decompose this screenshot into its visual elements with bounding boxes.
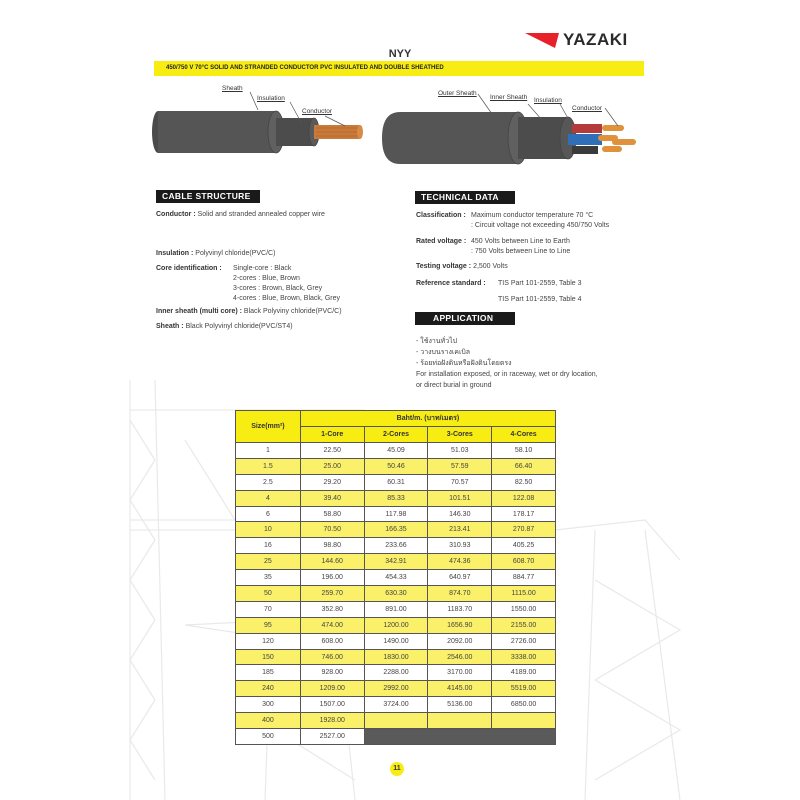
table-row: 120 608.00 1490.00 2092.00 2726.00 — [236, 633, 556, 649]
label-outer-sheath: Outer Sheath — [438, 90, 477, 97]
table-row: 185 928.00 2288.00 3170.00 4189.00 — [236, 665, 556, 681]
price-table — [235, 410, 556, 745]
product-banner: 450/750 V 70°C SOLID AND STRANDED CONDUCTOR PVC INSULATED AND DOUBLE SHEATHED — [154, 61, 644, 76]
column-header-4-cores: 4-Cores — [492, 427, 556, 443]
reference-standard-label: Reference standard : — [416, 280, 486, 287]
label-conductor: Conductor — [302, 108, 332, 115]
rated-voltage-values: 450 Volts between Line to Earth : 750 Volts between Line to Line — [471, 238, 571, 255]
rated-voltage-label: Rated voltage : — [416, 238, 467, 245]
table-row: 35 196.00 454.33 640.97 884.77 — [236, 570, 556, 586]
insulation-spec: Insulation : Polyvinyl chloride(PVC/C) — [156, 250, 276, 257]
brand-name: YAZAKI — [563, 30, 628, 49]
single-core-cable-diagram — [150, 80, 380, 170]
size-header: Size(mm²) — [236, 411, 301, 443]
yazaki-logo-mark-icon — [525, 32, 559, 48]
core-identification-values: Single-core : Black 2-cores : Blue, Brown 3-cores : Brown, Black, Grey 4-cores : Blue, Brown, Black, Grey — [233, 265, 340, 302]
column-header-1-core: 1-Core — [300, 427, 364, 443]
empty-cell — [492, 713, 556, 729]
label-insulation: Insulation — [534, 97, 562, 104]
testing-voltage-spec: Testing voltage : 2,500 Volts — [416, 263, 508, 270]
table-row: 95 474.00 1200.00 1656.90 2155.00 — [236, 617, 556, 633]
single-core-cable-illustration — [150, 80, 380, 170]
empty-cell — [364, 713, 428, 729]
table-row: 70 352.80 891.00 1183.70 1550.00 — [236, 601, 556, 617]
yazaki-logo — [525, 30, 628, 50]
table-row: 150 746.00 1830.00 2546.00 3338.00 — [236, 649, 556, 665]
column-header-3-cores: 3-Cores — [428, 427, 492, 443]
unavailable-cell — [364, 729, 555, 745]
label-inner-sheath: Inner Sheath — [490, 94, 528, 101]
sheath-spec: Sheath : Black Polyvinyl chloride(PVC/ST4) — [156, 323, 293, 330]
table-row: 4 39.40 85.33 101.51 122.08 — [236, 490, 556, 506]
table-row: 10 70.50 166.35 213.41 270.87 — [236, 522, 556, 538]
application-heading: APPLICATION — [415, 312, 515, 325]
page-number: 11 — [390, 762, 404, 776]
classification-label: Classification : — [416, 212, 466, 219]
application-list: - ใช้งานทั่วไป - วางบนรางเคเบิล - ร้อยท่อฝังดินหรือฝังดินโดยตรง For installation exposed, or in raceway, wet or dry location, or direct burial in ground — [416, 338, 598, 389]
label-sheath: Sheath — [222, 85, 243, 92]
empty-cell — [428, 713, 492, 729]
conductor-spec: Conductor : Solid and stranded annealed copper wire — [156, 211, 325, 218]
multi-core-cable-diagram — [380, 80, 660, 180]
column-header-2-cores: 2-Cores — [364, 427, 428, 443]
technical-data-heading: TECHNICAL DATA — [415, 191, 515, 204]
table-row: 500 2527.00 — [236, 729, 556, 745]
table-row: 240 1209.00 2992.00 4145.00 5519.00 — [236, 681, 556, 697]
table-row: 300 1507.00 3724.00 5136.00 6850.00 — [236, 697, 556, 713]
classification-values: Maximum conductor temperature 70 °C : Circuit voltage not exceeding 450/750 Volts — [471, 212, 610, 229]
table-row: 1.5 25.00 50.46 57.59 66.40 — [236, 458, 556, 474]
label-insulation: Insulation — [257, 95, 285, 102]
price-group-header: Baht/m. (บาท/เมตร) — [300, 411, 555, 427]
table-row: 6 58.80 117.98 146.30 178.17 — [236, 506, 556, 522]
table-row: 25 144.60 342.91 474.36 608.70 — [236, 554, 556, 570]
table-row: 50 259.70 630.30 874.70 1115.00 — [236, 586, 556, 602]
inner-sheath-spec: Inner sheath (multi core) : Black Polyviny chloride(PVC/C) — [156, 308, 342, 315]
table-row: 16 98.80 233.66 310.93 405.25 — [236, 538, 556, 554]
label-conductor: Conductor — [572, 105, 602, 112]
table-row: 400 1928.00 — [236, 713, 556, 729]
table-row: 1 22.50 45.09 51.03 58.10 — [236, 443, 556, 459]
reference-standard-values: TIS Part 101-2559, Table 3 TIS Part 101-2559, Table 4 — [498, 280, 582, 303]
page-title: NYY — [388, 48, 412, 60]
table-row: 2.5 29.20 60.31 70.57 82.50 — [236, 474, 556, 490]
core-identification-label: Core identification : — [156, 265, 222, 272]
cable-structure-heading: CABLE STRUCTURE — [156, 190, 260, 203]
